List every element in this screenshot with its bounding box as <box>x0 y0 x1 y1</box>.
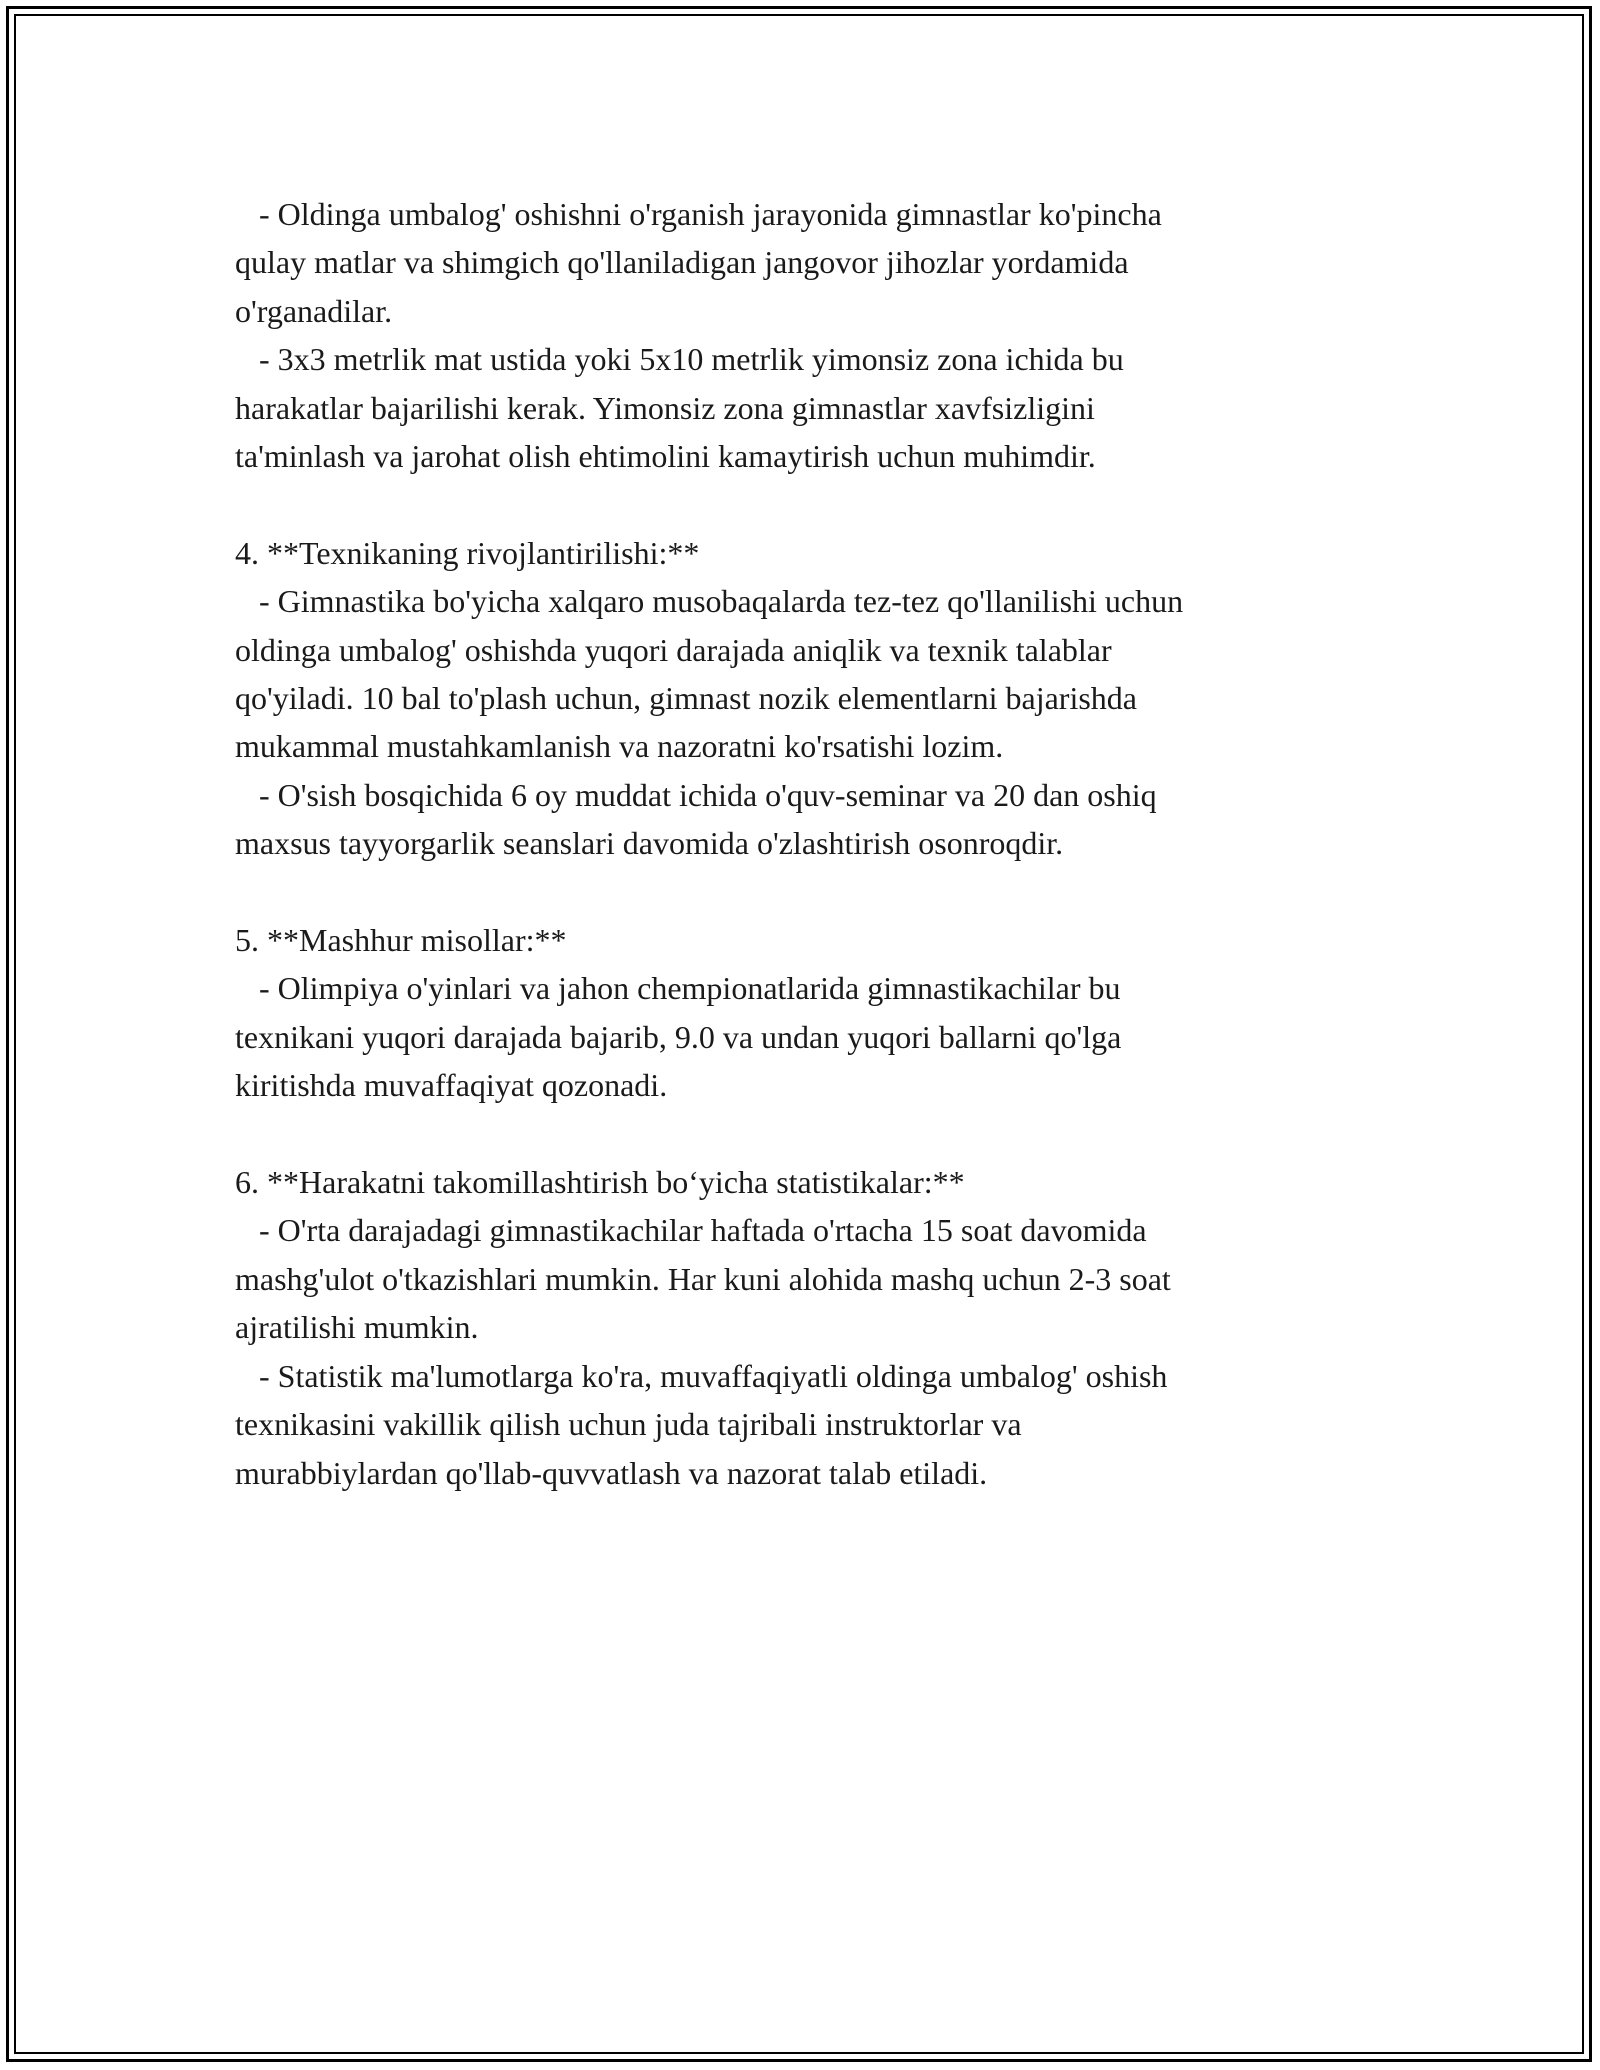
paragraph-gap <box>235 480 1365 528</box>
text-line: - Gimnastika bo'yicha xalqaro musobaqalarda tez-tez qo'llanilishi uchun <box>235 583 1184 620</box>
section-5 <box>235 916 1365 1110</box>
paragraph-gap <box>235 868 1365 916</box>
text-line: - O'sish bosqichida 6 oy muddat ichida o'quv-seminar va 20 dan oshiq <box>235 776 1157 813</box>
text-line: - Statistik ma'lumotlarga ko'ra, muvaffaqiyatli oldinga umbalog' oshish <box>235 1357 1168 1394</box>
text-line: o'rganadilar. <box>235 292 393 329</box>
document-body <box>235 190 1365 1497</box>
text-line: maxsus tayyorgarlik seanslari davomida o'zlashtirish osonroqdir. <box>235 825 1064 862</box>
section-heading: 6. **Harakatni takomillashtirish bo‘yicha statistikalar:** <box>235 1164 965 1201</box>
text-line: - Olimpiya o'yinlari va jahon chempionatlarida gimnastikachilar bu <box>235 970 1121 1007</box>
text-line: ta'minlash va jarohat olish ehtimolini kamaytirish uchun muhimdir. <box>235 438 1096 475</box>
text-line: - Oldinga umbalog' oshishni o'rganish jarayonida gimnastlar ko'pincha <box>235 196 1162 232</box>
text-line: mashg'ulot o'tkazishlari mumkin. Har kuni alohida mashq uchun 2-3 soat <box>235 1260 1171 1297</box>
text-line: murabbiylardan qo'llab-quvvatlash va nazorat talab etiladi. <box>235 1454 988 1491</box>
text-line: ajratilishi mumkin. <box>235 1309 479 1346</box>
section-4 <box>235 529 1365 868</box>
text-line: - 3x3 metrlik mat ustida yoki 5x10 metrlik yimonsiz zona ichida bu <box>235 341 1124 378</box>
text-line: mukammal mustahkamlanish va nazoratni ko'rsatishi lozim. <box>235 728 1004 765</box>
text-line: qulay matlar va shimgich qo'llaniladigan jangovor jihozlar yordamida <box>235 244 1129 281</box>
intro-item-1 <box>235 190 1365 335</box>
text-line: qo'yiladi. 10 bal to'plash uchun, gimnast nozik elementlarni bajarishda <box>235 680 1137 717</box>
text-line: - O'rta darajadagi gimnastikachilar haftada o'rtacha 15 soat davomida <box>235 1212 1147 1249</box>
text-line: texnikasini vakillik qilish uchun juda tajribali instruktorlar va <box>235 1406 1022 1443</box>
text-line: kiritishda muvaffaqiyat qozonadi. <box>235 1067 668 1104</box>
section-heading: 5. **Mashhur misollar:** <box>235 922 567 959</box>
text-line: texnikani yuqori darajada bajarib, 9.0 va undan yuqori ballarni qo'lga <box>235 1018 1122 1055</box>
text-line: harakatlar bajarilishi kerak. Yimonsiz zona gimnastlar xavfsizligini <box>235 389 1095 426</box>
section-heading: 4. **Texnikaning rivojlantirilishi:** <box>235 534 700 571</box>
section-6 <box>235 1158 1365 1497</box>
paragraph-gap <box>235 1110 1365 1158</box>
intro-item-2 <box>235 335 1365 480</box>
text-line: oldinga umbalog' oshishda yuqori darajada aniqlik va texnik talablar <box>235 631 1112 668</box>
